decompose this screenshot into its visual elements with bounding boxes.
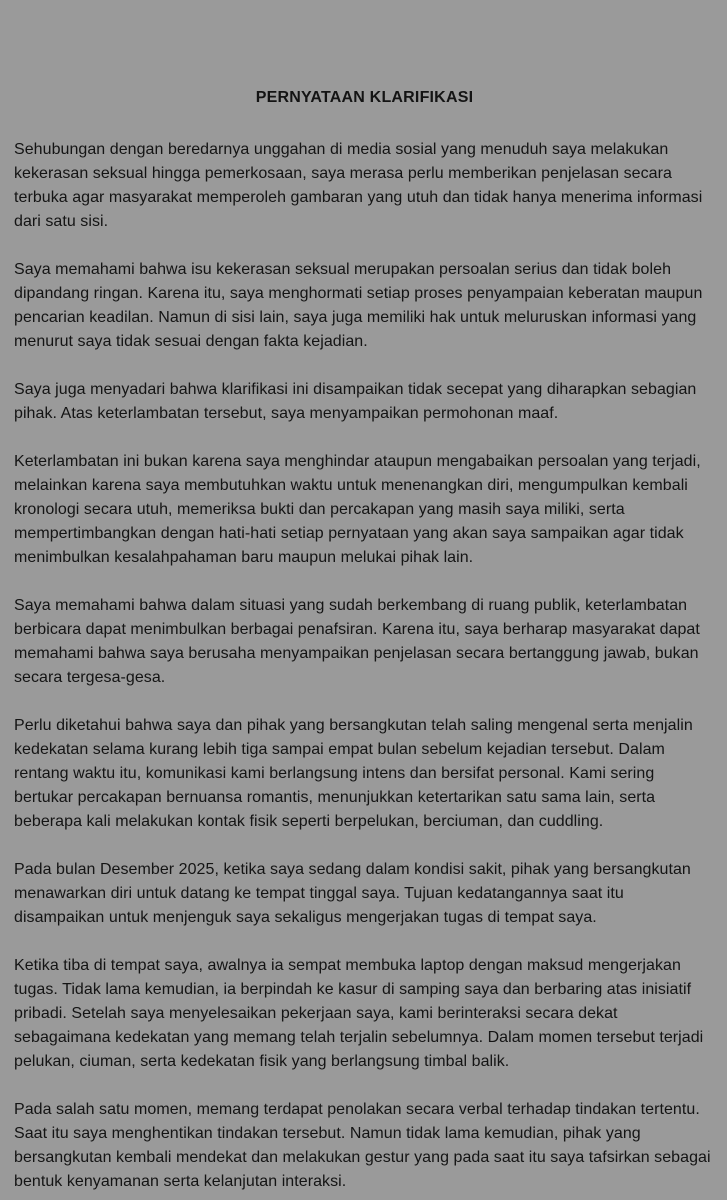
document-title: PERNYATAAN KLARIFIKASI bbox=[255, 89, 474, 106]
paragraph-2: Saya memahami bahwa isu kekerasan seksual merupakan persoalan serius dan tidak boleh dipandang ringan. Karena itu, saya menghormati setiap proses penyampaian keberatan maupun pencarian keadilan. Namun di sisi lain, saya juga memiliki hak untuk meluruskan informasi yang menurut saya tidak sesuai dengan fakta kejadian. bbox=[14, 261, 703, 350]
paragraph-5: Saya memahami bahwa dalam situasi yang sudah berkembang di ruang publik, keterlambatan berbicara dapat menimbulkan berbagai penafsiran. Karena itu, saya berharap masyarakat dapat memahami bahwa saya berusaha menyampaikan penjelasan secara bertanggung jawab, bukan secara tergesa-gesa. bbox=[14, 597, 700, 686]
paragraph-7: Pada bulan Desember 2025, ketika saya sedang dalam kondisi sakit, pihak yang bersangkutan menawarkan diri untuk datang ke tempat tinggal saya. Tujuan kedatangannya saat itu disampaikan untuk menjenguk saya sekaligus mengerjakan tugas di tempat saya. bbox=[14, 861, 691, 926]
paragraph-1: Sehubungan dengan beredarnya unggahan di media sosial yang menuduh saya melakukan kekerasan seksual hingga pemerkosaan, saya merasa perlu memberikan penjelasan secara terbuka agar masyarakat memperoleh gambaran yang utuh dan tidak hanya menerima informasi dari satu sisi. bbox=[14, 141, 703, 230]
paragraph-9: Pada salah satu momen, memang terdapat penolakan secara verbal terhadap tindakan tertentu. Saat itu saya menghentikan tindakan tersebut. Namun tidak lama kemudian, pihak yang bersangkutan kembali mendekat dan melakukan gestur yang pada saat itu saya tafsirkan sebagai bentuk kenyamanan serta kelanjutan interaksi. bbox=[14, 1101, 711, 1190]
paragraph-3: Saya juga menyadari bahwa klarifikasi ini disampaikan tidak secepat yang diharapkan sebagian pihak. Atas keterlambatan tersebut, saya menyampaikan permohonan maaf. bbox=[14, 381, 697, 422]
paragraph-6: Perlu diketahui bahwa saya dan pihak yang bersangkutan telah saling mengenal serta menjalin kedekatan selama kurang lebih tiga sampai empat bulan sebelum kejadian tersebut. Dalam rentang waktu itu, komunikasi kami berlangsung intens dan bersifat personal. Kami sering bertukar percakapan bernuansa romantis, menunjukkan ketertarikan satu sama lain, serta beberapa kali melakukan kontak fisik seperti berpelukan, berciuman, dan cuddling. bbox=[14, 717, 693, 830]
paragraph-4: Keterlambatan ini bukan karena saya menghindar ataupun mengabaikan persoalan yang terjadi, melainkan karena saya membutuhkan waktu untuk menenangkan diri, mengumpulkan kembali kronologi secara utuh, memeriksa bukti dan percakapan yang masih saya miliki, serta mempertimbangkan dengan hati-hati setiap pernyataan yang akan saya sampaikan agar tidak menimbulkan kesalahpahaman baru maupun melukai pihak lain. bbox=[14, 453, 701, 566]
paragraph-8: Ketika tiba di tempat saya, awalnya ia sempat membuka laptop dengan maksud mengerjakan tugas. Tidak lama kemudian, ia berpindah ke kasur di samping saya dan berbaring atas inisiatif pribadi. Setelah saya menyelesaikan pekerjaan saya, kami berinteraksi secara dekat sebagaimana kedekatan yang memang telah terjalin sebelumnya. Dalam momen tersebut terjadi pelukan, ciuman, serta kedekatan fisik yang berlangsung timbal balik. bbox=[14, 957, 704, 1070]
